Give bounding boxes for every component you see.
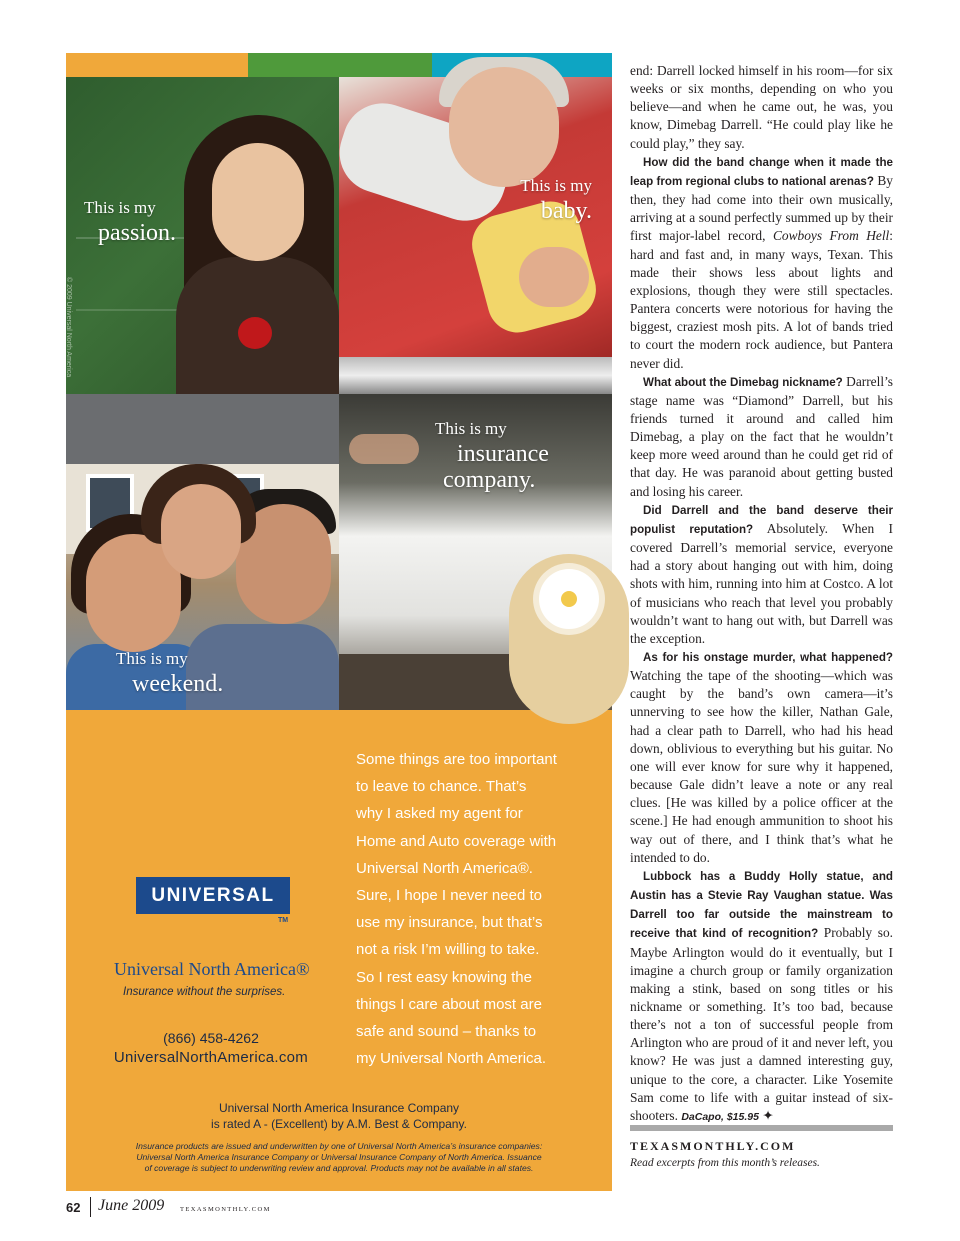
article-paragraph xyxy=(630,153,893,373)
answer-text: : hard and fast and, in many ways, Texan. This made their shows less about lights and explosions, though they were still spectacles. Pantera concerts were notorious for having the biggest, craziest mosh pits. A lot of bands tried to court the modern rock audience, but Pantera never did. xyxy=(630,228,893,371)
tagline-baby xyxy=(520,177,592,223)
insurance-advertisement xyxy=(66,53,612,1191)
article-paragraph xyxy=(630,373,893,501)
ad-copy-line: Home and Auto coverage with xyxy=(356,832,557,850)
page-number: 62 xyxy=(66,1200,81,1215)
brand-slogan: Insurance without the surprises. xyxy=(123,986,286,998)
teacher-photo xyxy=(66,77,339,394)
tagline-insurance-big2: company. xyxy=(443,467,536,493)
ad-copy-line: things I care about most are xyxy=(356,995,542,1013)
orange-stripe xyxy=(66,53,248,77)
copyright-notice: © 2009 Universal North America xyxy=(65,277,72,378)
tagline-passion xyxy=(84,199,176,245)
flower-center xyxy=(561,591,577,607)
tagline-baby-small: This is my xyxy=(520,176,592,195)
answer-text: Probably so. Maybe Arlington would do it eventually, but I imagine a church group or family organization making a stink, based on song titles or his nickname or something. It’s too bad, because there’s not a ton of successful people from Arlington who are proud of it and never left, you know? He was just a damned interesting guy, unique to the core, a character. Like Yosemite Sam come to life with a guitar instead of six-shooters. xyxy=(630,925,893,1123)
ad-body-copy xyxy=(356,746,596,1072)
house-roof xyxy=(66,394,339,464)
green-stripe xyxy=(248,53,432,77)
website-caption: Read excerpts from this month’s releases. xyxy=(630,1157,820,1169)
apple-icon xyxy=(238,317,272,349)
issue-date: June 2009 xyxy=(98,1197,165,1214)
rating-statement xyxy=(66,1100,612,1132)
brand-phone: (866) 458-4262 xyxy=(163,1030,259,1046)
end-mark-icon: ✦ xyxy=(762,1107,774,1123)
rating-line: Universal North America Insurance Company xyxy=(218,1101,460,1115)
spa-photo xyxy=(339,394,612,710)
tagline-weekend-big: weekend. xyxy=(132,671,224,697)
feet xyxy=(349,434,419,464)
question-text: Did Darrell and the band deserve their populist reputation? xyxy=(630,503,893,536)
question-text: How did the band change when it made the leap from regional clubs to national arenas? xyxy=(630,155,893,188)
family-photo xyxy=(66,394,339,710)
legal-fineprint xyxy=(86,1141,592,1174)
tagline-insurance xyxy=(435,420,549,492)
car-chrome xyxy=(339,357,612,394)
brand-url: UniversalNorthAmerica.com xyxy=(113,1049,309,1066)
ad-copy-line: use my insurance, but that’s xyxy=(356,914,543,932)
article-paragraph xyxy=(630,62,893,153)
ad-copy-line: Some things are too important xyxy=(356,751,557,768)
ad-copy-line: not a risk I’m willing to take. xyxy=(356,941,540,959)
girl-face xyxy=(161,484,241,579)
divider-rule xyxy=(630,1125,893,1131)
answer-text: Absolutely. When I covered Darrell’s memorial service, everyone had a story about hanging out with him, doing shots with him, running into him at Costco. A lot of musicians who reach that level you probably wouldn’t want to hang out with, but Darrell was the exception. xyxy=(630,520,893,646)
ad-copy-line: why I asked my agent for xyxy=(356,805,523,823)
article-paragraph xyxy=(630,867,893,1126)
man-hand xyxy=(519,247,589,307)
ad-copy-line: So I rest easy knowing the xyxy=(356,968,532,986)
man-head xyxy=(449,67,559,187)
tagline-passion-big: passion. xyxy=(98,220,176,246)
ad-copy-line: my Universal North America. xyxy=(356,1050,547,1068)
answer-text: Watching the tape of the shooting—which was caught by the band’s own camera—it’s unnerving to see how the killer, Nathan Gale, had a clear path to Darrell, who had his head down, oblivious to everything but his guitar. No one will ever know for sure why it happened, because Gale didn’t leave a note or any real clues. [He was killed by a police officer at the scene.] He had enough ammunition to shoot his way out of there, and I think that’s what he intended to do. xyxy=(630,668,893,865)
brand-name: Universal North America® xyxy=(114,959,310,979)
website-link[interactable]: TEXASMONTHLY.COM xyxy=(630,1139,796,1153)
fineprint-line: of coverage is subject to underwriting review and approval. Products may not be available in all states. xyxy=(144,1163,534,1173)
folio-website: TEXASMONTHLY.COM xyxy=(180,1206,271,1213)
question-text: As for his onstage murder, what happened? xyxy=(643,651,893,664)
article-paragraph xyxy=(630,501,893,648)
answer-text: By then, they had come into their own musically, arriving at a sound perfectly summed up by their first major-label record, xyxy=(630,172,893,244)
universal-logo: UNIVERSAL xyxy=(136,877,290,914)
question-text: Lubbock has a Buddy Holly statue, and Austin has a Stevie Ray Vaughan statue. Was Darrell too far outside the mainstream to receive that kind of recognition? xyxy=(630,869,893,941)
article-column xyxy=(630,62,893,1126)
ad-copy-line: Universal North America®. xyxy=(356,859,533,877)
teacher-face xyxy=(212,143,304,261)
ad-copy-line: safe and sound – thanks to xyxy=(356,1023,537,1041)
tagline-insurance-big: insurance xyxy=(457,441,549,467)
fineprint-line: Insurance products are issued and underwritten by one of Universal North America’s insurance companies: xyxy=(135,1141,543,1151)
rating-line: is rated A - (Excellent) by A.M. Best & Company. xyxy=(211,1117,467,1131)
classic-car-photo xyxy=(339,77,612,394)
article-paragraph xyxy=(630,648,893,867)
tagline-passion-small: This is my xyxy=(84,198,156,217)
trademark-mark: TM xyxy=(278,917,289,924)
tagline-insurance-small: This is my xyxy=(435,419,507,438)
answer-text: Darrell’s stage name was “Diamond” Darrell, but his friends turned it around and called him Dimebag, a play on the fact that he wouldn’t keep more weed around than he could get rid of that day. He was paranoid about getting busted and losing his career. xyxy=(630,373,893,499)
answer-text: end: Darrell locked himself in his room—for six weeks or six months, depending on who you believe—and when he came out, he was, you know, Dimebag Darrell. “He could play like he could play,” they say. xyxy=(630,63,893,151)
book-credit: DaCapo, $15.95 xyxy=(681,1110,759,1123)
chalkboard-writing xyxy=(76,237,186,311)
ad-copy-line: Sure, I hope I never need to xyxy=(356,887,542,905)
folio-divider xyxy=(90,1197,91,1217)
record-title: Cowboys From Hell xyxy=(772,228,890,244)
ad-copy-line: to leave to chance. That’s xyxy=(356,778,527,796)
tagline-weekend-small: This is my xyxy=(116,649,188,668)
fineprint-line: Universal North America Insurance Company or Universal Insurance Company of North America. Issuance xyxy=(136,1152,542,1162)
tagline-weekend xyxy=(116,650,223,696)
question-text: What about the Dimebag nickname? xyxy=(643,375,843,389)
tagline-baby-big: baby. xyxy=(540,198,592,224)
